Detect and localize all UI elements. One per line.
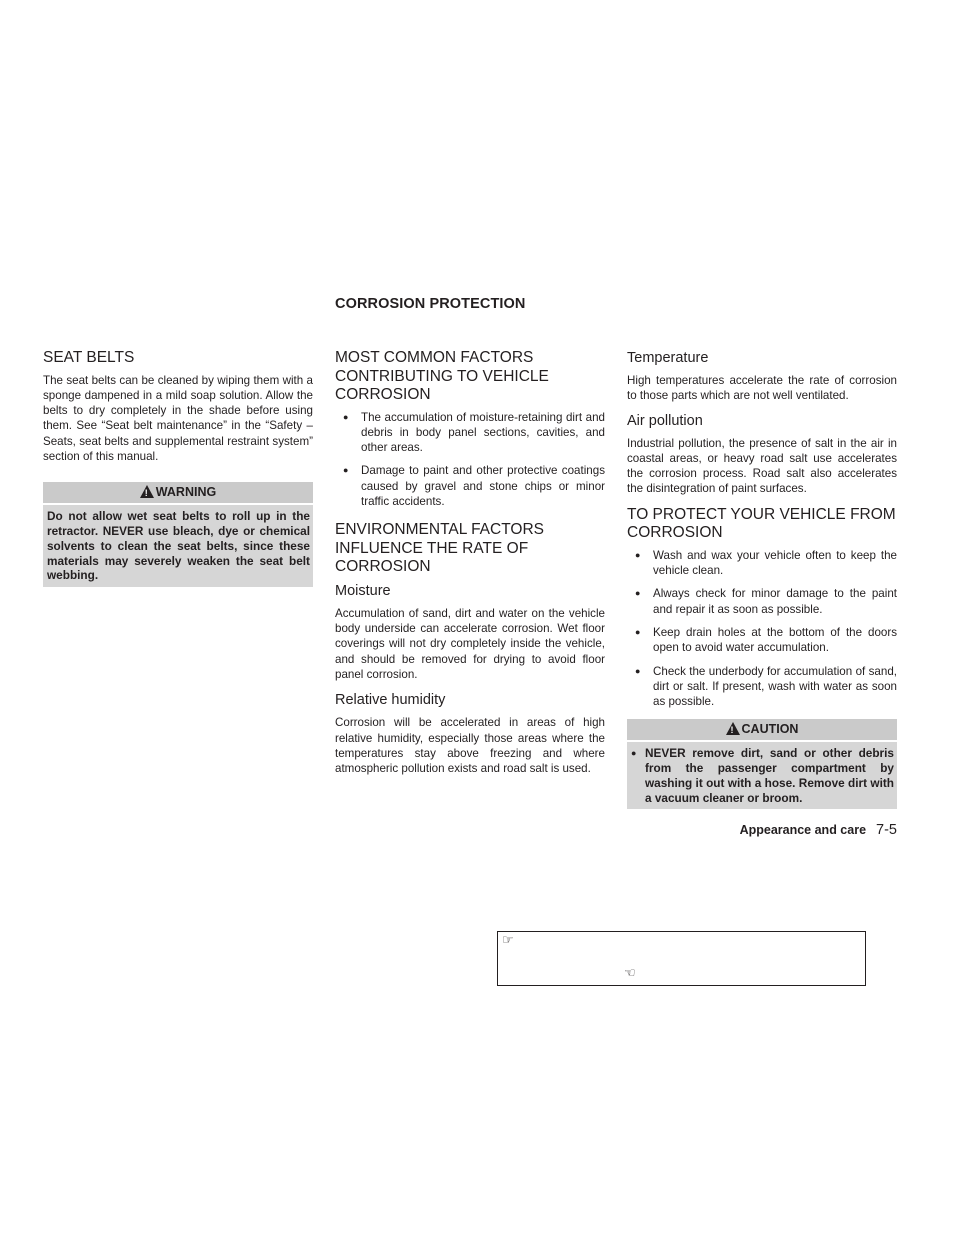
- heading-seat-belts: SEAT BELTS: [43, 349, 135, 366]
- navigation-box: [497, 931, 866, 986]
- warning-label: WARNING: [155, 485, 217, 500]
- humidity-title: Relative humidity: [335, 692, 446, 709]
- section-title: CORROSION PROTECTION: [335, 296, 526, 312]
- warning-box: [43, 482, 313, 587]
- list-item: ● Always check for minor damage to the paint and repair it as soon as possible.: [627, 586, 897, 617]
- column-protection: [627, 349, 897, 809]
- list-item: ● Wash and wax your vehicle often to keep the vehicle clean.: [627, 548, 897, 579]
- caution-box: [627, 719, 897, 808]
- page-footer: [740, 822, 897, 838]
- air-pollution-text: Industrial pollution, the presence of salt in the air in coastal areas, or heavy road salt use accelerates the corrosion process. Road salt also accelerates the disintegration of paint surfaces.: [627, 436, 897, 496]
- column-seat-belts: [43, 349, 313, 587]
- warning-text: Do not allow wet seat belts to roll up in the retractor. NEVER use bleach, dye or chemical solvents to clean the seat belts, since these materials may severely weaken the seat belt webbing.: [47, 509, 310, 583]
- common-factors-list: [335, 410, 605, 510]
- column-corrosion-factors: [335, 349, 605, 776]
- temperature-title: Temperature: [627, 350, 709, 366]
- heading-environmental-factors: ENVIRONMENTAL FACTORS INFLUENCE THE RATE OF CORROSION: [335, 521, 544, 576]
- moisture-text: Accumulation of sand, dirt and water on the vehicle body underside can accelerate corrosion. Wet floor coverings will not dry completely inside the vehicle, and should be removed for drying to avoid floor panel corrosion.: [335, 606, 605, 681]
- footer-section-label: Appearance and care: [739, 823, 867, 837]
- caution-text: ● NEVER remove dirt, sand or other debris from the passenger compartment by washing it out with a hose. Remove dirt with a vacuum cleaner or broom.: [631, 746, 894, 805]
- moisture-title: Moisture: [335, 582, 391, 599]
- humidity-text: Corrosion will be accelerated in areas of high relative humidity, especially those areas where the temperatures stay above freezing and where atmospheric pollution exists and road salt is used.: [335, 716, 605, 776]
- seat-belts-paragraph: The seat belts can be cleaned by wiping them with a sponge dampened in a mild soap solution. Allow the belts to dry completely in the shade before using them. See “Seat belt maintenance” in the “Safety – Seats, seat belts and supplemental restraint system” section of this manual.: [43, 373, 313, 463]
- pointing-hand-left-icon[interactable]: ☜: [624, 965, 636, 980]
- warning-header: [43, 482, 313, 505]
- list-item: ● The accumulation of moisture-retaining dirt and debris in body panel sections, cavities, and other areas.: [335, 410, 605, 456]
- list-item: ● Damage to paint and other protective coatings caused by gravel and stone chips or minor traffic accidents.: [335, 463, 605, 509]
- temperature-text: High temperatures accelerate the rate of corrosion to those parts which are not well ventilated.: [627, 374, 897, 403]
- warning-triangle-icon: !: [140, 485, 154, 498]
- list-item: ● Keep drain holes at the bottom of the doors open to avoid water accumulation.: [627, 625, 897, 656]
- protect-list: [627, 548, 897, 710]
- heading-common-factors: MOST COMMON FACTORS CONTRIBUTING TO VEHICLE CORROSION: [335, 349, 549, 403]
- page-number: 7-5: [876, 822, 897, 838]
- caution-header: [627, 719, 897, 742]
- list-item: ● Check the underbody for accumulation of sand, dirt or salt. If present, wash with water as soon as possible.: [627, 664, 897, 710]
- caution-body: [627, 742, 897, 808]
- pointing-hand-right-icon[interactable]: ☞: [502, 932, 514, 947]
- air-pollution-title: Air pollution: [627, 412, 703, 429]
- warning-triangle-icon: !: [726, 722, 740, 735]
- caution-label: CAUTION: [741, 722, 799, 737]
- heading-protect-vehicle: TO PROTECT YOUR VEHICLE FROM CORROSION: [627, 505, 896, 542]
